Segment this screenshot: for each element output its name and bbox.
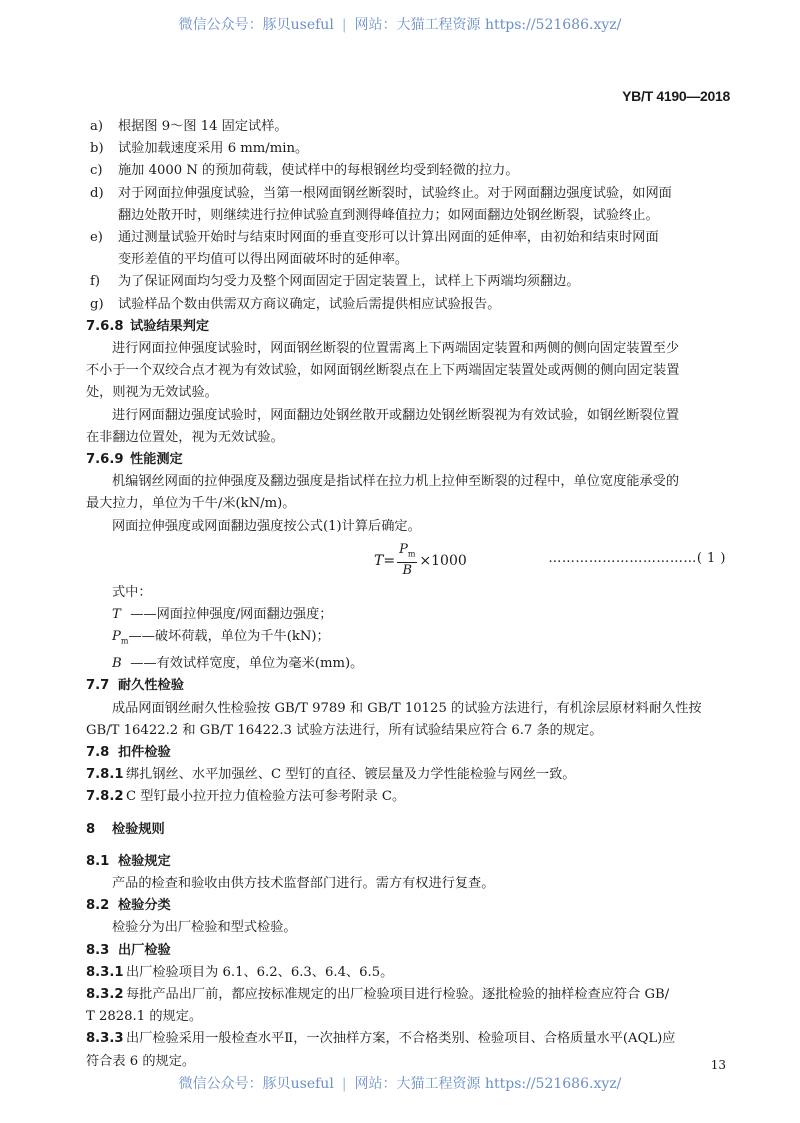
clause-number: 8.3.3: [86, 1031, 124, 1047]
formula-equals: =: [383, 552, 396, 569]
formula-fraction: [397, 542, 417, 580]
list-text: 翻边处散开时，则继续进行拉伸试验直到测得峰值拉力；如网面翻边处钢丝断裂，试验终止。: [118, 207, 659, 223]
formula-numerator: [397, 542, 417, 564]
section-title: 性能测定: [130, 452, 183, 468]
clause-number: 7.8.1: [86, 767, 124, 783]
variable-definition: [86, 604, 730, 626]
watermark-top: [0, 14, 800, 34]
watermark-left-text: 微信公众号：豚贝useful: [178, 1076, 334, 1092]
section-title: 耐久性检验: [118, 678, 184, 694]
section-heading-8-2: [86, 895, 730, 917]
list-text: 根据图 9～图 14 固定试样。: [118, 119, 288, 134]
clause-text: 绑扎钢丝、水平加强丝、C 型钉的直径、镀层量及力学性能检验与网丝一致。: [126, 767, 576, 783]
clause-continuation: T 2828.1 的规定。: [86, 1009, 203, 1025]
clause-7-8-1: [86, 764, 730, 786]
variable-subscript: m: [120, 636, 129, 646]
list-text: 试验加载速度采用 6 mm/min。: [118, 141, 309, 157]
paragraph-line: 进行网面翻边强度试验时，网面翻边处钢丝散开或翻边处钢丝断裂视为有效试验，如钢丝断裂位置: [112, 407, 680, 423]
section-number: 8.1: [86, 853, 110, 869]
section-number: 7.6.9: [86, 452, 124, 468]
section-number: 8.3: [86, 942, 110, 958]
section-heading-7-8: [86, 742, 730, 764]
section-title: 试验结果判定: [130, 318, 210, 334]
clause-continuation: 符合表 6 的规定。: [86, 1053, 196, 1069]
formula-multiplier: ×1000: [419, 552, 467, 569]
paragraph-line: 进行网面拉伸强度试验时，网面钢丝断裂的位置需离上下两端固定装置和两侧的侧向固定装置至少: [112, 341, 680, 357]
list-text: 对于网面拉伸强度试验，当第一根网面钢丝断裂时，试验终止。对于网面翻边强度试验，如网面: [118, 185, 672, 201]
paragraph-line: 网面拉伸强度或网面翻边强度按公式(1)计算后确定。: [112, 518, 421, 534]
section-heading-8-3: [86, 940, 730, 962]
list-label: g): [90, 296, 104, 312]
section-heading-8-1: [86, 851, 730, 873]
list-item-a: [86, 116, 730, 138]
section-title: 检验规定: [118, 853, 171, 869]
list-item-f: [86, 271, 730, 293]
watermark-right-text: 网站：大猫工程资源 https://521686.xyz/: [354, 17, 622, 33]
list-item-d: [86, 183, 730, 227]
list-text: 试验样品个数由供需双方商议确定，试验后需提供相应试验报告。: [118, 296, 501, 312]
chapter-heading-8: [86, 819, 730, 841]
list-item-g: [86, 294, 730, 316]
paragraph-line: 检验分为出厂检验和型式检验。: [112, 920, 297, 936]
section-number: 8.2: [86, 898, 110, 914]
section-title: 检验分类: [118, 898, 171, 914]
list-item-e: [86, 227, 730, 271]
section-number: 7.7: [86, 678, 110, 694]
paragraph-line: GB/T 16422.2 和 GB/T 16422.3 试验方法进行，所有试验结果应符合 6.7 条的规定。: [86, 722, 603, 738]
chapter-number: 8: [86, 821, 96, 837]
watermark-separator: |: [341, 17, 347, 33]
list-label: e): [90, 230, 103, 246]
list-text: 施加 4000 N 的预加荷载，使试样中的每根钢丝均受到轻微的拉力。: [118, 163, 519, 179]
document-code: YB/T 4190—2018: [622, 88, 730, 104]
section-heading-7-6-8: [86, 316, 730, 338]
clause-number: 7.8.2: [86, 789, 124, 805]
clause-8-3-3: [86, 1028, 730, 1050]
page-number: 13: [710, 1058, 726, 1072]
list-text: 为了保证网面均匀受力及整个网面固定于固定装置上，试样上下两端均须翻边。: [118, 274, 580, 290]
variable-description: ——有效试样宽度，单位为毫米(mm)。: [126, 656, 364, 672]
variable-description: ——破坏荷载，单位为千牛(kN)；: [128, 629, 330, 645]
list-item-c: [86, 160, 730, 182]
formula-reference: [548, 548, 726, 570]
variable-symbol-base: P: [112, 629, 121, 645]
clause-text: 出厂检验项目为 6.1、6.2、6.3、6.4、6.5。: [126, 964, 394, 980]
section-heading-7-6-9: [86, 449, 730, 471]
formula-expression: [374, 542, 467, 580]
variable-description: ——网面拉伸强度/网面翻边强度；: [126, 607, 333, 623]
watermark-left-text: 微信公众号：豚贝useful: [178, 17, 334, 33]
variable-symbol: B: [112, 656, 122, 672]
numerator-symbol: P: [399, 541, 408, 557]
list-label: b): [90, 141, 104, 157]
section-heading-7-7: [86, 675, 730, 697]
where-label: 式中：: [112, 584, 152, 600]
variable-symbol: T: [112, 607, 121, 623]
numerator-subscript: m: [407, 549, 416, 559]
list-item-b: [86, 138, 730, 160]
section-number: 7.8: [86, 744, 110, 760]
paragraph-line: 机编钢丝网面的拉伸强度及翻边强度是指试样在拉力机上拉伸至断裂的过程中，单位宽度能承受的: [112, 474, 680, 490]
clause-7-8-2: [86, 786, 730, 808]
clause-number: 8.3.1: [86, 964, 124, 980]
list-label: f): [90, 274, 101, 290]
list-text: 通过测量试验开始时与结束时网面的垂直变形可以计算出网面的延伸率，由初始和结束时网面: [118, 230, 659, 246]
page-content: [86, 116, 730, 1073]
watermark-right-text: 网站：大猫工程资源 https://521686.xyz/: [354, 1076, 622, 1092]
paragraph-line: 成品网面钢丝耐久性检验按 GB/T 9789 和 GB/T 10125 的试验方法进行，有机涂层原材料耐久性按: [112, 700, 702, 716]
paragraph-line: 最大拉力，单位为千牛/米(kN/m)。: [86, 496, 296, 512]
clause-text: 出厂检验采用一般检查水平Ⅱ，一次抽样方案，不合格类别、检验项目、合格质量水平(AQL)应: [126, 1031, 676, 1047]
formula-leader-dots: ……………………………: [548, 550, 697, 566]
variable-symbol: [112, 626, 128, 653]
clause-number: 8.3.2: [86, 986, 124, 1002]
watermark-bottom: [0, 1073, 800, 1093]
watermark-separator: |: [341, 1076, 347, 1092]
clause-text: C 型钉最小拉开拉力值检验方法可参考附录 C。: [126, 789, 406, 805]
list-label: a): [90, 119, 104, 134]
chapter-title: 检验规则: [112, 821, 165, 837]
formula-1: [86, 538, 730, 582]
formula-lhs: T: [374, 552, 384, 569]
paragraph-line: 不小于一个双绞合点才视为有效试验，如网面钢丝断裂点在上下两端固定装置处或两侧的侧向固定装置: [86, 363, 680, 379]
paragraph-line: 在非翻边位置处，视为无效试验。: [86, 429, 284, 445]
variable-definition: [86, 626, 730, 653]
formula-denominator: B: [402, 563, 413, 579]
paragraph-line: 处，则视为无效试验。: [86, 385, 218, 401]
section-title: 扣件检验: [118, 744, 171, 760]
clause-8-3-2: [86, 984, 730, 1006]
paragraph-line: 产品的检查和验收由供方技术监督部门进行。需方有权进行复查。: [112, 875, 495, 891]
clause-text: 每批产品出厂前，都应按标准规定的出厂检验项目进行检验。逐批检验的抽样检查应符合 GB/: [126, 986, 670, 1002]
list-label: c): [90, 163, 103, 179]
clause-8-3-1: [86, 962, 730, 984]
formula-number: ( 1 ): [696, 550, 726, 566]
list-label: d): [90, 185, 104, 201]
section-title: 出厂检验: [118, 942, 171, 958]
section-number: 7.6.8: [86, 318, 124, 334]
variable-definition: [86, 653, 730, 675]
list-text: 变形差值的平均值可以得出网面破坏时的延伸率。: [118, 252, 409, 268]
